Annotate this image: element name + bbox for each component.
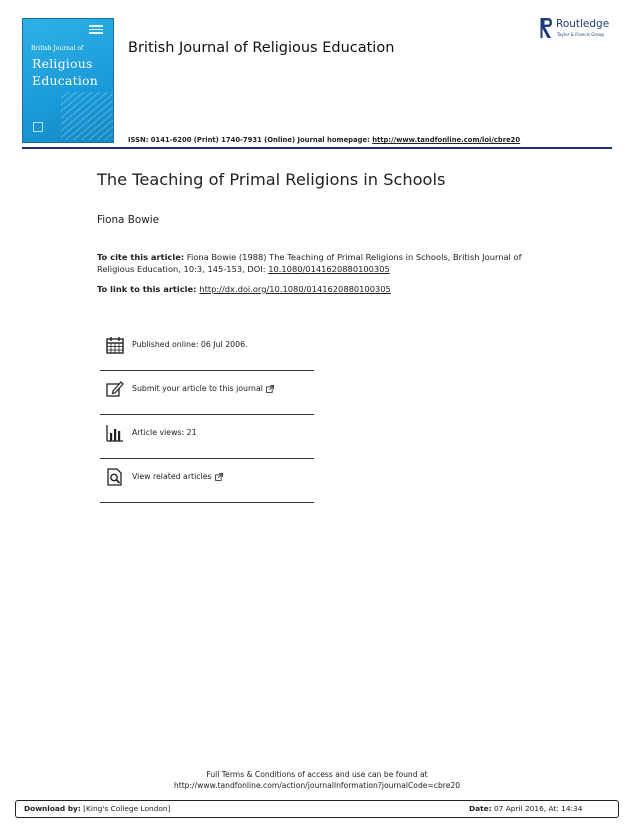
citation-text: Fiona Bowie (1988) The Teaching of Primal Religions in Schools, British Journal of Religious Education, 10:3, 145-153, DOI:	[97, 252, 522, 274]
download-label: Download by:	[24, 804, 81, 813]
external-link-icon	[266, 385, 274, 393]
article-actions-list	[100, 327, 314, 503]
submit-article-row[interactable]	[100, 371, 314, 415]
publisher-name: Routledge	[556, 18, 610, 30]
download-value: [King's College London]	[80, 804, 171, 813]
download-info-bar	[15, 800, 619, 818]
cover-title-line3: Education	[32, 73, 99, 88]
terms-line: Full Terms & Conditions of access and use can be found at	[206, 770, 428, 779]
related-articles-text[interactable]: View related articles	[132, 472, 212, 481]
date-value: 07 April 2016, At: 14:34	[491, 804, 583, 813]
routledge-r-icon	[540, 17, 554, 39]
downloaded-by	[24, 804, 170, 813]
terms-url[interactable]: http://www.tandfonline.com/action/journalInformation?journalCode=cbre20	[173, 781, 461, 790]
header-divider	[22, 147, 612, 149]
cover-title-line1: British Journal of	[31, 45, 84, 52]
bar-chart-icon	[105, 423, 125, 443]
publisher-logo	[540, 17, 620, 43]
download-date	[469, 804, 582, 813]
article-link-label: To link to this article:	[97, 284, 200, 294]
cover-title-line2: Religious	[32, 56, 93, 71]
citation-label: To cite this article:	[97, 252, 185, 262]
article-link-block	[97, 284, 391, 294]
issn-text: ISSN: 0141-6200 (Print) 1740-7931 (Online) Journal homepage:	[128, 136, 373, 144]
article-doi-url[interactable]: http://dx.doi.org/10.1080/0141620880100305	[199, 284, 391, 294]
related-articles-row[interactable]	[100, 459, 314, 503]
published-online-label: Published online: 06 Jul 2006.	[132, 340, 248, 349]
issn-line	[128, 136, 520, 144]
journal-homepage-link[interactable]: http://www.tandfonline.com/loi/cbre20	[372, 136, 521, 144]
calendar-icon	[105, 335, 125, 355]
journal-title: British Journal of Religious Education	[128, 40, 395, 56]
submit-article-label[interactable]	[132, 384, 274, 393]
article-views-label: Article views: 21	[132, 428, 197, 437]
terms-block	[0, 769, 634, 791]
published-online-row	[100, 327, 314, 371]
cover-decoration-pattern	[61, 92, 114, 140]
article-views-row	[100, 415, 314, 459]
date-label: Date:	[469, 804, 492, 813]
external-link-icon	[215, 473, 223, 481]
citation-block	[97, 251, 527, 275]
search-document-icon	[105, 467, 125, 487]
publisher-tagline: Taylor & Francis Group	[557, 32, 605, 37]
cover-decoration-bars	[89, 25, 103, 36]
cover-publisher-mark	[33, 122, 43, 132]
article-author: Fiona Bowie	[97, 214, 159, 226]
journal-cover-image	[22, 18, 114, 143]
citation-doi-link[interactable]: 10.1080/0141620880100305	[268, 264, 390, 274]
article-title: The Teaching of Primal Religions in Schools	[97, 170, 446, 189]
edit-icon	[105, 379, 125, 399]
submit-article-text[interactable]: Submit your article to this journal	[132, 384, 263, 393]
related-articles-label[interactable]	[132, 472, 223, 481]
